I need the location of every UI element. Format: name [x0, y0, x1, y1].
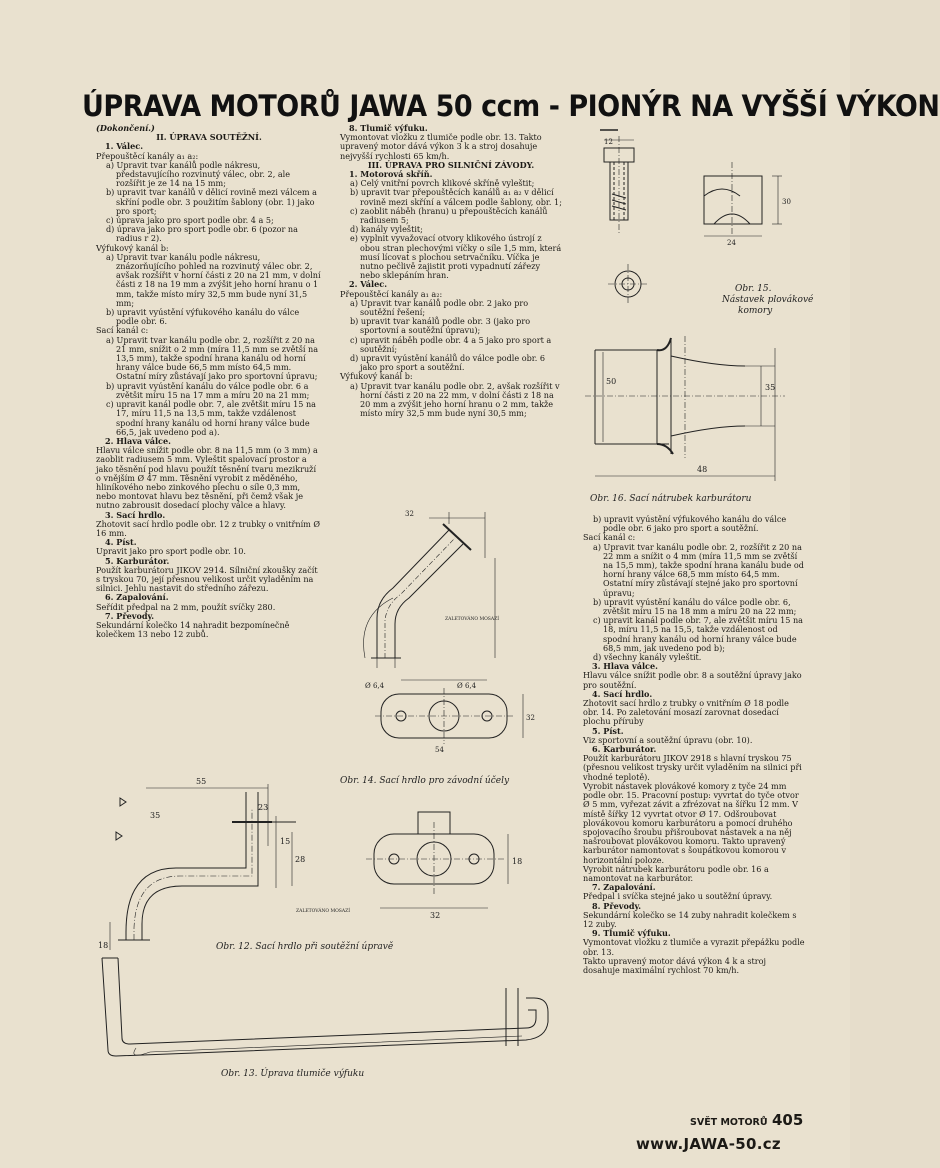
- paragraph: d) kanály vyleštit;: [350, 224, 423, 235]
- dim-label: 28: [295, 855, 306, 864]
- dim-label: 50: [606, 377, 617, 386]
- paragraph: 9. Tlumič výfuku.: [592, 928, 671, 939]
- dim-label: 18: [512, 857, 523, 866]
- paragraph: 7. Zapalování.: [592, 882, 656, 893]
- figure-16-caption: Obr. 16. Sací nátrubek karburátoru: [590, 494, 752, 504]
- figure-15-caption-line3: komory: [738, 306, 773, 316]
- paragraph: Hlavu válce snížit podle obr. 8 na 11,5 mm (o 3 mm) a zaoblit radiusem 5 mm. Vyleštit spalovací prostor a jako těsnění pod hlavu použít těsnění tvaru mezikruží o vnějším Ø 47 mm. Těsnění vyrobit z měděného, hliníkového nebo zinkového plechu o síle 0,3 mm, nebo montovat hlavu bez těsnění, při čemž však je nutno zabrousit dosedací plochy válce a hlavy.: [96, 445, 318, 511]
- paragraph: Seřídit předpal na 2 mm, použít svíčky 280.: [96, 601, 276, 612]
- paragraph: Zhotovit sací hrdlo z trubky o vnitřním Ø 18 podle obr. 14. Po zaletování mosazí zarovnat dosedací plochu příruby: [583, 698, 789, 727]
- paragraph: b) upravit vyústění výfukového kanálu do válce podle obr. 6.: [106, 307, 300, 327]
- paragraph: 6. Zapalování.: [105, 592, 169, 603]
- paragraph: Výfukový kanál b:: [340, 371, 413, 382]
- paragraph: Vymontovat vložku z tlumiče podle obr. 13. Takto upravený motor dává výkon 3 k a stroj dosahuje nejvyšší rychlosti 65 km/h.: [340, 132, 542, 161]
- dim-label: Ø 6,4: [365, 682, 385, 690]
- paragraph: b) upravit tvar přepouštěcích kanálů a₁ a₂ v dělicí rovině mezi skříní a válcem podle šablony, obr. 1;: [350, 187, 562, 207]
- paragraph: 6. Karburátor.: [592, 744, 657, 755]
- paragraph: Přepouštěcí kanály a₁ a₂:: [340, 288, 443, 299]
- paragraph: Použít karburátoru JIKOV 2918 s hlavní tryskou 75 (přesnou velikost trysky určit vyladěním na silnici při vhodné teplotě).: [583, 753, 802, 782]
- paragraph: b) upravit vyústění kanálu do válce podle obr. 6, zvětšit míru 15 na 18 mm a míru 20 na 22 mm;: [593, 596, 797, 617]
- paragraph: III. ÚPRAVA PRO SILNIČNÍ ZÁVODY.: [367, 159, 535, 170]
- dim-label: 32: [430, 911, 441, 920]
- paragraph: b) upravit vyústění kanálu do válce podle obr. 6 a zvětšit míru 15 na 17 mm a míru 20 na 21 mm;: [106, 380, 310, 400]
- paragraph: c) zaoblit náběh (hranu) u přepouštěcích kanálů radiusem 5;: [350, 205, 548, 226]
- dim-label: Ø 6,4: [457, 682, 477, 690]
- dim-label: 12: [604, 138, 613, 146]
- paragraph: c) upravit kanál podle obr. 7, ale zvětšit míru 15 na 17, míru 11,5 na 13,5 mm, takže vzdálenost spodní hrany kanálu od horní hrany válce bude 66,5, jak uvedeno pod a).: [106, 399, 316, 437]
- figure-15-caption: Obr. 15.: [735, 284, 772, 294]
- paragraph: d) upravit vyústění kanálů do válce podle obr. 6 jako pro sport a soutěžní.: [350, 353, 546, 373]
- paragraph: a) Upravit tvar kanálů podle obr. 2 jako pro soutěžní řešení;: [350, 297, 529, 318]
- column-right: [583, 515, 805, 1095]
- magazine-name: SVĚT MOTORŮ: [690, 1117, 768, 1128]
- dim-label: 32: [526, 714, 535, 722]
- dim-label: 48: [697, 465, 708, 474]
- dim-label: 55: [196, 777, 207, 786]
- weld-note: ZALETOVÁNO MOSAZÍ: [296, 909, 351, 914]
- paragraph: b) upravit vyústění výfukového kanálu do válce podle obr. 6 jako pro sport a soutěžní.: [593, 514, 787, 534]
- paragraph: Vymontovat vložku z tlumiče a vyrazit přepážku podle obr. 13.: [583, 937, 805, 957]
- figure-13-drawing: [96, 952, 566, 1062]
- paragraph: 1. Motorová skříň.: [349, 169, 433, 180]
- paragraph: Zhotovit sací hrdlo podle obr. 12 z trubky o vnitřním Ø 16 mm.: [96, 518, 321, 538]
- figure-12-drawing: [96, 772, 536, 948]
- paragraph: II. ÚPRAVA SOUTĚŽNÍ.: [156, 132, 262, 143]
- paragraph: Předpal i svíčka stejné jako u soutěžní úpravy.: [583, 891, 773, 902]
- paragraph: 3. Hlava válce.: [592, 661, 658, 672]
- figure-12-caption: Obr. 12. Sací hrdlo při soutěžní úpravě: [216, 942, 394, 952]
- column-left: [96, 124, 322, 772]
- paragraph: 5. Karburátor.: [105, 555, 170, 566]
- paragraph: 2. Válec.: [349, 279, 388, 290]
- paragraph: c) upravit náběh podle obr. 4 a 5 jako pro sport a soutěžní;: [350, 334, 552, 354]
- paragraph: c) úprava jako pro sport podle obr. 4 a 5;: [106, 215, 274, 226]
- paragraph: Sací kanál c:: [96, 325, 149, 336]
- paragraph: b) upravit tvar kanálů v dělicí rovině mezi válcem a skříní podle obr. 3 použitím šablony (obr. 1) jako pro sport;: [106, 187, 317, 216]
- paragraph: 2. Hlava válce.: [105, 435, 171, 446]
- paragraph: b) upravit tvar kanálů podle obr. 3 (jako pro sportovní a soutěžní úpravu);: [350, 316, 531, 336]
- paragraph: d) všechny kanály vyleštit.: [593, 652, 702, 663]
- paragraph: Použít karburátoru JIKOV 2914. Sílniční zkoušky začít s tryskou 70, její přesnou velikost určit vyladěním na silnici. Jehlu nastavit do středního zářezu.: [96, 564, 318, 594]
- paragraph: Sekundární kolečko se 14 zuby nahradit kolečkem s 12 zuby.: [583, 909, 797, 929]
- weld-note: ZALETOVÁNO MOSAZÍ: [445, 617, 500, 622]
- paragraph: Sekundární kolečko 14 nahradit bezpomínečně kolečkem 13 nebo 12 zubů.: [96, 619, 290, 640]
- paragraph: 8. Tlumič výfuku.: [349, 123, 428, 133]
- paragraph: a) Celý vnitřní povrch klikové skříně vyleštit;: [350, 178, 535, 189]
- dim-label: 35: [150, 811, 161, 820]
- dim-label: 35: [765, 383, 776, 392]
- dim-label: 18: [98, 941, 109, 950]
- dim-label: 30: [782, 198, 791, 206]
- paragraph: Upravit jako pro sport podle obr. 10.: [96, 546, 247, 557]
- figure-14-caption: Obr. 14. Sací hrdlo pro závodní účely: [340, 776, 510, 786]
- dim-label: 15: [280, 837, 291, 846]
- dim-label: 23: [258, 803, 269, 812]
- paragraph: Vyrobit nástavek plovákové komory z tyče 24 mm podle obr. 15. Pracovní postup: vyvrtat do tyče otvor Ø 5 mm, vyřezat závit a zfrézovat na šířku 12 mm. V místě šířky 12 vyvrtat otvor Ø 17. Odšroubovat plovákovou komoru karburátoru a pomocí druhého spojovacího šroubu přišroubovat nástavek a na něj našroubovat plovákovou komoru. Takto upravený karburátor namontovat s šoupátkovou komorou v horizontální poloze.: [583, 780, 799, 865]
- paragraph: 4. Sací hrdlo.: [592, 688, 653, 699]
- paragraph: d) úprava jako pro sport podle obr. 6 (pozor na radius r 2).: [106, 224, 298, 244]
- paragraph: (Dokončení.): [96, 123, 155, 133]
- dim-label: 32: [405, 510, 414, 518]
- paragraph: 1. Válec.: [105, 141, 144, 152]
- dim-label: 24: [727, 239, 736, 247]
- figure-16-drawing: [585, 326, 807, 494]
- paragraph: Hlavu válce snížit podle obr. 8 a soutěžní úpravy jako pro soutěžní.: [583, 670, 802, 690]
- paragraph: a) Upravit tvar kanálu podle obr. 2, rozšířit z 20 na 22 mm a snížit o 4 mm (míra 11,5 mm se zvětší na 15,5 mm), takže spodní hrana kanálu bude od horní hrany válce 68,5 mm místo 64,5 mm. Ostatní míry zůstávají stejné jako pro sportovní úpravu;: [593, 541, 804, 598]
- figure-14-drawing: [345, 508, 550, 770]
- figure-15-drawing: [582, 124, 808, 324]
- paragraph: a) Upravit tvar kanálů podle nákresu, představujícího rozvinutý válec, obr. 2, ale rozšířit je ze 14 na 15 mm;: [106, 159, 291, 189]
- paragraph: Takto upravený motor dává výkon 4 k a stroj dosahuje maximální rychlost 70 km/h.: [583, 955, 767, 975]
- paragraph: Přepouštěcí kanály a₁ a₂:: [96, 150, 199, 161]
- paragraph: 5. Píst.: [592, 725, 624, 736]
- article-title: ÚPRAVA MOTORŮ JAWA 50 ccm - PIONÝR NA VYŠŠÍ VÝKON: [82, 89, 940, 123]
- column-middle: [340, 124, 562, 504]
- source-url: www.JAWA-50.cz: [636, 1135, 781, 1153]
- paragraph: 8. Převody.: [592, 900, 642, 911]
- paragraph: a) Upravit tvar kanálu podle obr. 2, rozšířit z 20 na 21 mm, snížit o 2 mm (míra 11,5 mm se zvětší na 13,5 mm), takže spodní hrana kanálu od horní hrany válce bude 66,5 mm místo 64,5 mm. Ostatní míry zůstávají jako pro sportovní úpravu;: [106, 334, 319, 382]
- paragraph: 3. Sací hrdlo.: [105, 509, 166, 520]
- page-number: 405: [772, 1111, 804, 1129]
- paragraph: Viz sportovní a soutěžní úpravu (obr. 10).: [583, 734, 753, 745]
- paragraph: a) Upravit tvar kanálu podle nákresu, znázorňujícího pohled na rozvinutý válec obr. 2, avšak rozšířit v horní části z 20 na 21 mm, v dolní části z 18 na 19 mm a zvýšit jeho horní hranu o 1 mm, takže místo míry 32,5 mm bude nyní 31,5 mm;: [106, 251, 321, 308]
- paragraph: a) Upravit tvar kanálu podle obr. 2, avšak rozšířit v horní části z 20 na 22 mm, v dolní části z 18 na 20 mm a zvýšit jeho horní hranu o 2 mm, takže místo míry 32,5 mm bude nyní 30,5 mm;: [350, 380, 560, 419]
- paragraph: c) upravit kanál podle obr. 7, ale zvětšit míru 15 na 18, míru 11,5 na 15,5, takže vzdálenost od spodní hrany kanálu od horní hrany válce bude 68,5 mm, jak uvedeno pod b);: [593, 615, 803, 653]
- figure-15-caption-line2: Nástavek plovákové: [722, 295, 814, 305]
- paragraph: Výfukový kanál b:: [96, 242, 169, 253]
- paragraph: 7. Převody.: [105, 610, 155, 621]
- paragraph: e) vyplnit vyvažovací otvory klikového ústrojí z obou stran plechovými víčky o síle 1,5 mm, která musí lícovat s plochou setrvačníku. Víčka je nutno pečlivě zajistit proti vypadnutí zářezy nebo sklepáním hran.: [350, 233, 562, 281]
- paragraph: Sací kanál c:: [583, 532, 636, 543]
- paragraph: 4. Píst.: [105, 537, 137, 548]
- dim-label: 54: [435, 746, 444, 754]
- paragraph: Vyrobit nátrubek karburátoru podle obr. 16 a namontovat na karburátor.: [583, 863, 769, 883]
- figure-13-caption: Obr. 13. Úprava tlumiče výfuku: [221, 1069, 365, 1079]
